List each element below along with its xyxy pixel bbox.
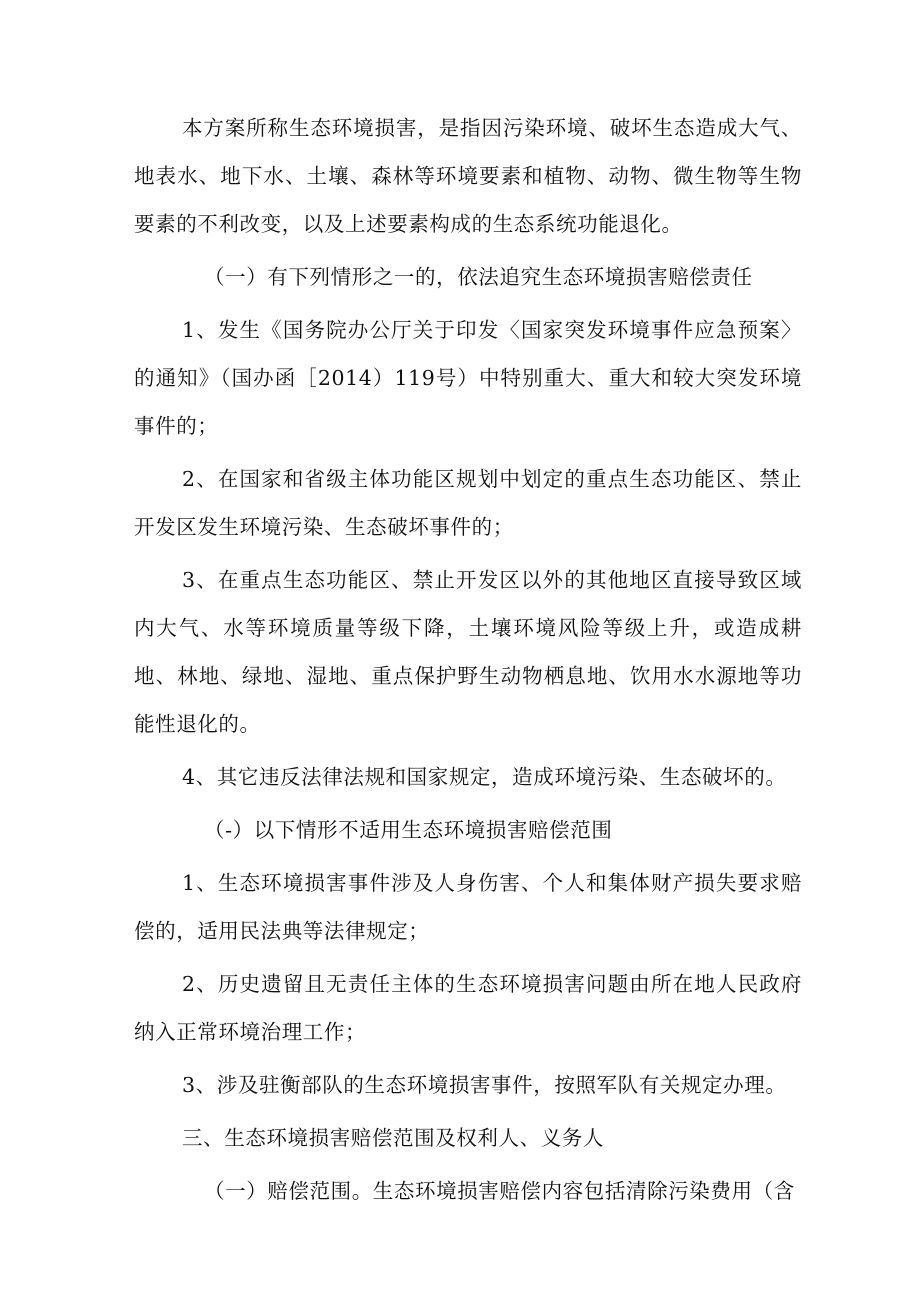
paragraph-exclusion-1: 1、生态环境损害事件涉及人身伤害、个人和集体财产损失要求赔偿的，适用民法典等法律规定； xyxy=(134,871,802,943)
paragraph-exclusion-3: 3、涉及驻衡部队的生态环境损害事件，按照军队有关规定办理。 xyxy=(182,1073,787,1097)
paragraph-case-4: 4、其它违反法律法规和国家规定，造成环境污染、生态破坏的。 xyxy=(182,765,787,789)
paragraph-exclusion-2: 2、历史遗留且无责任主体的生态环境损害问题由所在地人民政府纳入正常环境治理工作； xyxy=(134,972,802,1044)
subheading-liability-cases: （一）有下列情形之一的，依法追究生态环境损害赔偿责任 xyxy=(204,265,753,289)
paragraph-definition: 本方案所称生态环境损害，是指因污染环境、破坏生态造成大气、地表水、地下水、土壤、森林等环境要素和植物、动物、微生物等生物要素的不利改变，以及上述要素构成的生态系统功能退化。 xyxy=(134,116,802,236)
paragraph-case-3: 3、在重点生态功能区、禁止开发区以外的其他地区直接导致区域内大气、水等环境质量等级下降，土壤环境风险等级上升，或造成耕地、林地、绿地、湿地、重点保护野生动物栖息地、饮用水水源地等功能性退化的。 xyxy=(134,568,802,736)
paragraph-case-2: 2、在国家和省级主体功能区规划中划定的重点生态功能区、禁止开发区发生环境污染、生态破坏事件的； xyxy=(134,467,802,539)
document-body xyxy=(134,104,802,1220)
subheading-exclusions: （-）以下情形不适用生态环境损害赔偿范围 xyxy=(204,818,613,842)
paragraph-case-1: 1、发生《国务院办公厅关于印发〈国家突发环境事件应急预案〉的通知》（国办函［2014）119号）中特别重大、重大和较大突发环境事件的； xyxy=(134,318,802,438)
section-heading-3: 三、生态环境损害赔偿范围及权利人、义务人 xyxy=(182,1126,604,1150)
paragraph-compensation-scope: （一）赔偿范围。生态环境损害赔偿内容包括清除污染费用（含 xyxy=(204,1179,795,1203)
